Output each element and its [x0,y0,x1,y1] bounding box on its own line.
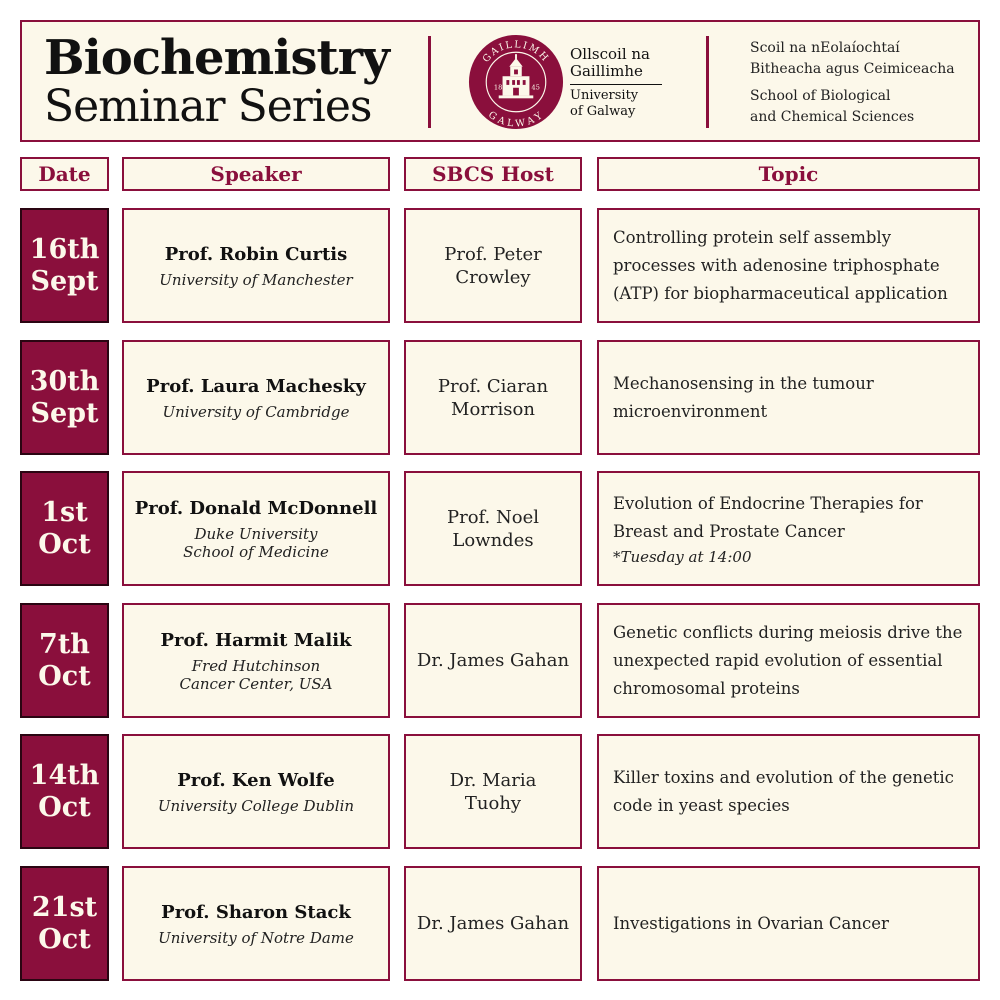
speaker-affiliation: University of Notre Dame [158,928,354,947]
topic-text: Evolution of Endocrine Therapies for Breast and Prostate Cancer [613,493,923,541]
speaker-block [135,497,378,561]
topic-cell [597,471,980,586]
university-name-english: University of Galway [570,88,639,119]
date-cell [20,208,109,323]
date-text: 14th Oct [29,759,100,823]
speaker-name: Prof. Harmit Malik [160,629,352,651]
host-name: Dr. James Gahan [416,650,570,671]
date-cell [20,734,109,849]
date-text: 7th Oct [38,628,91,692]
speaker-affiliation: University of Manchester [159,270,353,289]
host-name: Dr. James Gahan [416,913,570,934]
column-header-host: SBCS Host [404,157,582,191]
topic-cell [597,866,980,981]
topic-block [613,224,964,308]
date-text: 21st Oct [31,891,98,955]
date-text: 1st Oct [38,496,91,560]
university-name-rule [570,84,662,85]
seal-year-right: 45 [531,83,540,92]
date-cell [20,471,109,586]
speaker-cell [122,340,390,455]
speaker-name: Prof. Sharon Stack [161,901,351,923]
host-cell [404,603,582,718]
speaker-affiliation: Fred Hutchinson Cancer Center, USA [179,656,333,693]
topic-note: *Tuesday at 14:00 [613,547,752,566]
header-divider-right [706,36,709,128]
host-cell [404,471,582,586]
date-text: 16th Sept [29,233,100,297]
speaker-cell [122,471,390,586]
speaker-block [159,243,352,289]
title-line-2: Seminar Series [44,81,372,132]
speaker-cell [122,866,390,981]
speaker-cell [122,734,390,849]
host-cell [404,734,582,849]
speaker-cell [122,208,390,323]
speaker-block [158,901,354,947]
topic-block [613,370,964,426]
topic-text: Genetic conflicts during meiosis drive the unexpected rapid evolution of essential chromosomal proteins [613,622,963,698]
date-cell [20,340,109,455]
column-header-date: Date [20,157,109,191]
header-banner [20,20,980,142]
header-divider-left [428,36,431,128]
school-name-irish: Scoil na nEolaíochtaí Bitheacha agus Ceimiceacha [750,40,955,77]
university-seal-logo [468,34,564,130]
column-header-topic: Topic [597,157,980,191]
topic-block [613,910,889,938]
speaker-block [160,629,351,693]
school-name-english: School of Biological and Chemical Sciences [750,88,915,125]
speaker-affiliation: University College Dublin [157,796,355,815]
topic-cell [597,340,980,455]
topic-text: Killer toxins and evolution of the genetic code in yeast species [613,767,954,815]
host-cell [404,866,582,981]
host-cell [404,208,582,323]
topic-text: Mechanosensing in the tumour microenvironment [613,373,874,421]
column-header-speaker: Speaker [122,157,390,191]
speaker-affiliation: Duke University School of Medicine [183,524,329,561]
host-cell [404,340,582,455]
topic-block [613,619,964,703]
host-name: Prof. Peter Crowley [444,243,542,288]
date-text: 30th Sept [29,365,100,429]
university-name-irish: Ollscoil na Gaillimhe [570,45,650,80]
speaker-name: Prof. Donald McDonnell [134,497,378,519]
host-name: Prof. Ciaran Morrison [437,375,549,420]
speaker-name: Prof. Robin Curtis [164,243,348,265]
host-name: Prof. Noel Lowndes [446,506,539,551]
topic-block [613,764,964,820]
seal-ring-bottom-text: GALWAY [485,109,547,130]
speaker-cell [122,603,390,718]
date-cell [20,866,109,981]
topic-block [613,490,964,568]
speaker-affiliation: University of Cambridge [162,402,350,421]
topic-cell [597,734,980,849]
seal-year-left: 18 [493,83,503,92]
date-cell [20,603,109,718]
seal-ring-top-text: GAILLIMH [480,39,552,65]
speaker-block [146,375,366,421]
speaker-name: Prof. Ken Wolfe [177,769,335,791]
speaker-name: Prof. Laura Machesky [146,375,366,397]
topic-text: Investigations in Ovarian Cancer [613,913,889,933]
title-line-1: Biochemistry [44,30,389,86]
speaker-block [158,769,354,815]
topic-cell [597,208,980,323]
host-name: Dr. Maria Tuohy [449,769,537,814]
topic-cell [597,603,980,718]
topic-text: Controlling protein self assembly processes with adenosine triphosphate (ATP) for biopharmaceutical application [613,227,948,303]
